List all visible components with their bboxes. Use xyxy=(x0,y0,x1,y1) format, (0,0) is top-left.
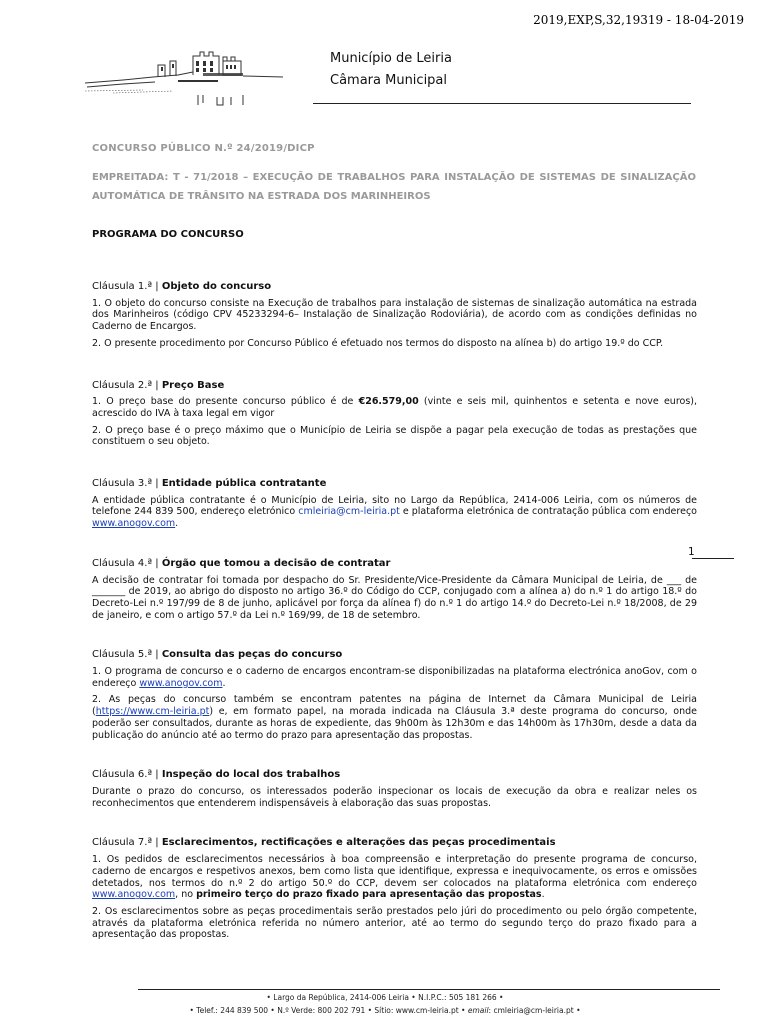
clause-3-heading xyxy=(92,478,697,490)
clause-title: Entidade pública contratante xyxy=(161,478,327,490)
clause-title: Objeto do concurso xyxy=(161,281,272,292)
clause-2-p1 xyxy=(92,396,697,419)
footer-contacts xyxy=(0,1006,770,1015)
text-span: e plataforma eletrónica de contratação pública com endereço xyxy=(399,506,697,518)
text-span: A entidade pública contratante é o Município de Leiria, sito no Largo da República, 2414-006 Leiria, com os números de telefone 244 839 500, endereço eletrónico xyxy=(92,494,697,518)
clause-7-heading xyxy=(92,837,697,849)
clause-2-heading xyxy=(92,380,697,392)
clause-1-p1: 1. O objeto do concurso consiste na Execução de trabalhos para instalação de sistemas de sinalização automática na estrada dos Marinheiros (código CPV 45233294-6– Instalação de Sinalização Rodoviária), de acordo com as condições definidas no Caderno de Encargos. xyxy=(92,297,697,333)
clause-3-p1 xyxy=(92,495,697,530)
text-span: , no xyxy=(175,889,197,901)
leiria-castle-logo-icon xyxy=(83,47,313,109)
email-link[interactable]: cmleiria@cm-leiria.pt xyxy=(298,506,400,518)
footer-address: • Largo da República, 2414-006 Leiria • N.I.P.C.: 505 181 266 • xyxy=(266,993,504,1002)
text-span: 2. As peças do concurso também se encontram patentes na página de Internet da Câmara Municipal de Leiria ( xyxy=(92,694,697,718)
clause-1-p2: 2. O presente procedimento por Concurso Público é efetuado nos termos do disposto na alínea b) do artigo 19.º do CCP. xyxy=(92,337,664,349)
text-span: (vinte e seis mil, quinhentos e setenta e nove euros), acrescido do IVA à taxa legal em vigor xyxy=(92,396,697,419)
header-rule xyxy=(313,103,691,104)
clause-5-heading xyxy=(92,649,697,661)
footer-text: • Telef.: 244 839 500 • N.º Verde: 800 202 791 • Sítio: www.cm-leiria.pt • xyxy=(189,1006,468,1015)
deadline-emphasis: primeiro terço do prazo fixado para apresentação das propostas xyxy=(196,889,542,901)
clause-number: Cláusula 4.ª | xyxy=(92,557,162,569)
text-span: . xyxy=(222,677,226,689)
clause-6-heading xyxy=(92,769,697,781)
anogov-link[interactable]: www.anogov.com xyxy=(92,889,176,901)
text-span: 1. O preço base do presente concurso público é de xyxy=(92,396,359,408)
clause-4-heading xyxy=(92,558,697,570)
text-span: . xyxy=(541,889,545,901)
empreitada-title: EMPREITADA: T - 71/2018 – EXECUÇÃO DE TRABALHOS PARA INSTALAÇÃO DE SISTEMAS DE SINALIZAÇÃO AUTOMÁTICA DE TRÂNSITO NA ESTRADA DOS MARINHEIROS xyxy=(92,172,696,202)
clause-number: Cláusula 3.ª | xyxy=(92,478,162,490)
base-price: €26.579,00 xyxy=(358,396,419,408)
clause-title: Inspeção do local dos trabalhos xyxy=(161,769,341,781)
anogov-link[interactable]: www.anogov.com xyxy=(92,518,176,530)
clause-number: Cláusula 2.ª | xyxy=(92,379,162,391)
clause-6-p1: Durante o prazo do concurso, os interessados poderão inspecionar os locais de execução da obra e realizar neles os reconhecimentos que entenderem indispensáveis à elaboração das suas propostas. xyxy=(92,785,697,809)
clause-number: Cláusula 5.ª | xyxy=(92,649,162,661)
footer-rule xyxy=(138,989,720,990)
council-name: Câmara Municipal xyxy=(330,73,448,88)
clause-title: Consulta das peças do concurso xyxy=(161,649,343,661)
municipality-name: Município de Leiria xyxy=(330,51,452,66)
anogov-link[interactable]: www.anogov.com xyxy=(139,677,223,689)
text-span: ) e, em formato papel, na morada indicada na Cláusula 3.ª deste programa do concurso, onde poderão ser consultados, durante as horas de expediente, das 9h00m às 12h30m e das 14h00m às 17h30m, desde a data da publicação do anúncio até ao termo do prazo para apresentação das propostas. xyxy=(92,706,697,741)
text-span: 1. Os pedidos de esclarecimentos necessários à boa compreensão e interpretação do presente programa de concurso, caderno de encargos e respetivos anexos, bem como lista que identifique, expressa e inequivocamente, os erros e omissões detetados, nos termos do n.º 2 do artigo 50.º do CCP, devem ser colocados na plataforma eletrónica com endereço xyxy=(92,854,697,889)
page-number-rule xyxy=(692,558,734,559)
clause-7-p1 xyxy=(92,854,697,901)
clause-4-p1: A decisão de contratar foi tomada por despacho do Sr. Presidente/Vice-Presidente da Câmara Municipal de Leiria, de ___ de _______ de 2019, ao abrigo do disposto no artigo 36.º do Código do CCP, conjugado com a alínea a) do n.º 1 do artigo 18.º do Decreto-Lei n.º 197/99 de 8 de junho, aplicável por força da alínea f) do n.º 1 do artigo 14.º do Decreto-Lei n.º 18/2008, de 29 de janeiro, e com o artigo 57.º da Lei n.º 169/99, de 18 de setembro. xyxy=(92,574,697,621)
footer-text: : cmleiria@cm-leiria.pt • xyxy=(488,1006,581,1015)
document-stamp: 2019,EXP,S,32,19319 - 18-04-2019 xyxy=(533,13,744,27)
clause-5-p1 xyxy=(92,666,697,689)
concurso-reference: CONCURSO PÚBLICO N.º 24/2019/DICP xyxy=(92,143,315,154)
clause-title: Órgão que tomou a decisão de contratar xyxy=(161,557,391,569)
footer-email-label: email xyxy=(467,1006,489,1015)
clause-title: Preço Base xyxy=(161,379,225,391)
clause-number: Cláusula 7.ª | xyxy=(92,837,162,849)
text-span: . xyxy=(175,518,179,530)
page-number: 1 xyxy=(688,546,695,558)
text-span: 1. O programa de concurso e o caderno de encargos encontram-se disponibilizadas na plataforma electrónica anoGov, com o endereço xyxy=(92,666,697,689)
document-body xyxy=(92,281,697,941)
clause-2-p2: 2. O preço base é o preço máximo que o Município de Leiria se dispõe a pagar pela execução de todas as prestações que constituem o seu objeto. xyxy=(92,424,697,448)
clause-1-heading xyxy=(92,281,697,293)
clause-number: Cláusula 6.ª | xyxy=(92,769,162,781)
cm-leiria-link[interactable]: https://www.cm-leiria.pt xyxy=(95,706,210,718)
clause-title: Esclarecimentos, rectificações e alterações das peças procedimentais xyxy=(161,837,556,849)
programa-heading: PROGRAMA DO CONCURSO xyxy=(92,229,244,240)
clause-number: Cláusula 1.ª | xyxy=(92,281,162,292)
clause-7-p2: 2. Os esclarecimentos sobre as peças procedimentais serão prestados pelo júri do procedimento ou pelo órgão competente, através da plataforma eletrónica referida no número anterior, até ao termo do segundo terço do prazo fixado para a apresentação das propostas. xyxy=(92,905,697,941)
clause-5-p2 xyxy=(92,694,697,741)
municipality-header xyxy=(330,48,452,92)
